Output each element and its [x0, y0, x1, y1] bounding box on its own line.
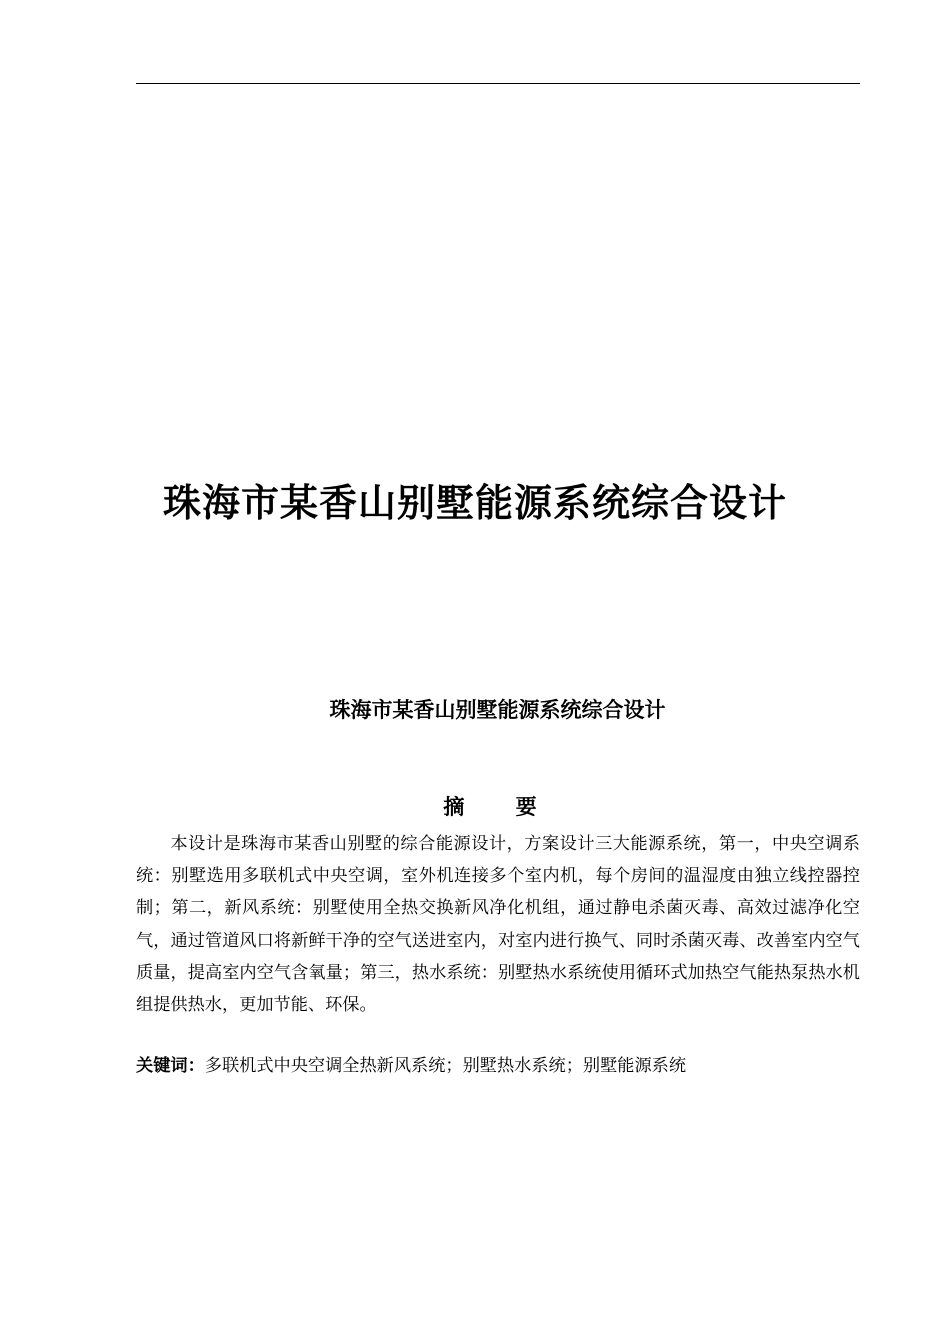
keywords-label: 关键词： — [136, 1056, 205, 1076]
keywords-line — [136, 1050, 860, 1082]
header-rule — [136, 83, 860, 84]
main-title: 珠海市某香山别墅能源系统综合设计 — [162, 481, 787, 525]
abstract-heading: 摘 要 — [443, 795, 559, 819]
sub-title: 珠海市某香山别墅能源系统综合设计 — [329, 698, 666, 722]
abstract-body: 本设计是珠海市某香山别墅的综合能源设计，方案设计三大能源系统，第一，中央空调系统：别墅选用多联机式中央空调，室外机连接多个室内机，每个房间的温湿度由独立线控器控制；第二，新风系统：别墅使用全热交换新风净化机组，通过静电杀菌灭毒、高效过滤净化空气，通过管道风口将新鲜干净的空气送进室内，对室内进行换气、同时杀菌灭毒、改善室内空气质量，提高室内空气含氧量；第三，热水系统：别墅热水系统使用循环式加热空气能热泵热水机组提供热水，更加节能、环保。 — [136, 834, 860, 1016]
keywords-text: 多联机式中央空调全热新风系统；别墅热水系统；别墅能源系统 — [204, 1056, 687, 1076]
